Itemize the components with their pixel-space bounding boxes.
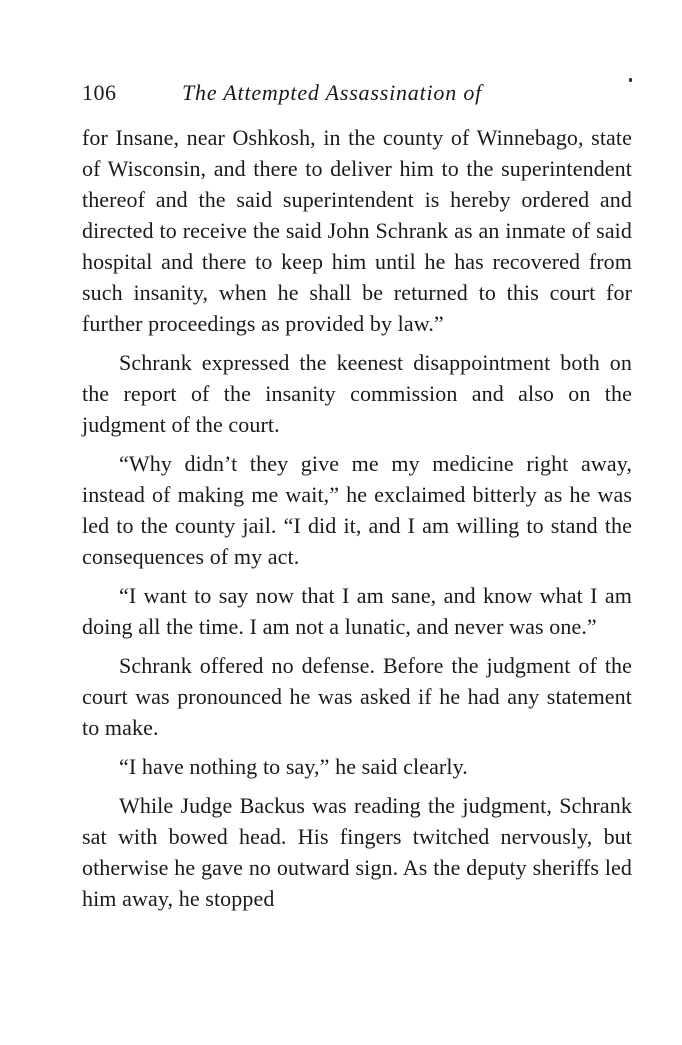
paragraph: “I want to say now that I am sane, and know what I am doing all the time. I am not a lunatic, and never was one.” bbox=[82, 583, 632, 639]
paragraph: “Why didn’t they give me my medicine right away, instead of making me wait,” he exclaimed bitterly as he was led to the county jail. “I did it, and I am willing to stand the consequences of my act. bbox=[82, 451, 632, 569]
paragraph-last: While Judge Backus was reading the judgment, Schrank sat with bowed head. His fingers twitched nervously, but otherwise he gave no outward sign. As the deputy sheriffs led him away, he stopped bbox=[82, 793, 632, 911]
print-speck bbox=[629, 78, 632, 82]
book-page bbox=[82, 76, 632, 922]
page-header bbox=[82, 76, 632, 110]
body-text bbox=[82, 122, 632, 914]
paragraph-continued: for Insane, near Oshkosh, in the county of Winnebago, state of Wisconsin, and there to deliver him to the superintendent thereof and the said superintendent is hereby ordered and directed to receive the said John Schrank as an inmate of said hospital and there to keep him until he has recovered from such insanity, when he shall be returned to this court for further proceedings as provided by law.” bbox=[82, 125, 632, 336]
paragraph: Schrank expressed the keenest disappointment both on the report of the insanity commission and also on the judgment of the court. bbox=[82, 350, 632, 437]
page-number: 106 bbox=[82, 80, 117, 105]
running-title: The Attempted Assassination of bbox=[182, 80, 483, 105]
paragraph: “I have nothing to say,” he said clearly. bbox=[119, 754, 468, 779]
paragraph: Schrank offered no defense. Before the judgment of the court was pronounced he was asked if he had any statement to make. bbox=[82, 653, 632, 740]
